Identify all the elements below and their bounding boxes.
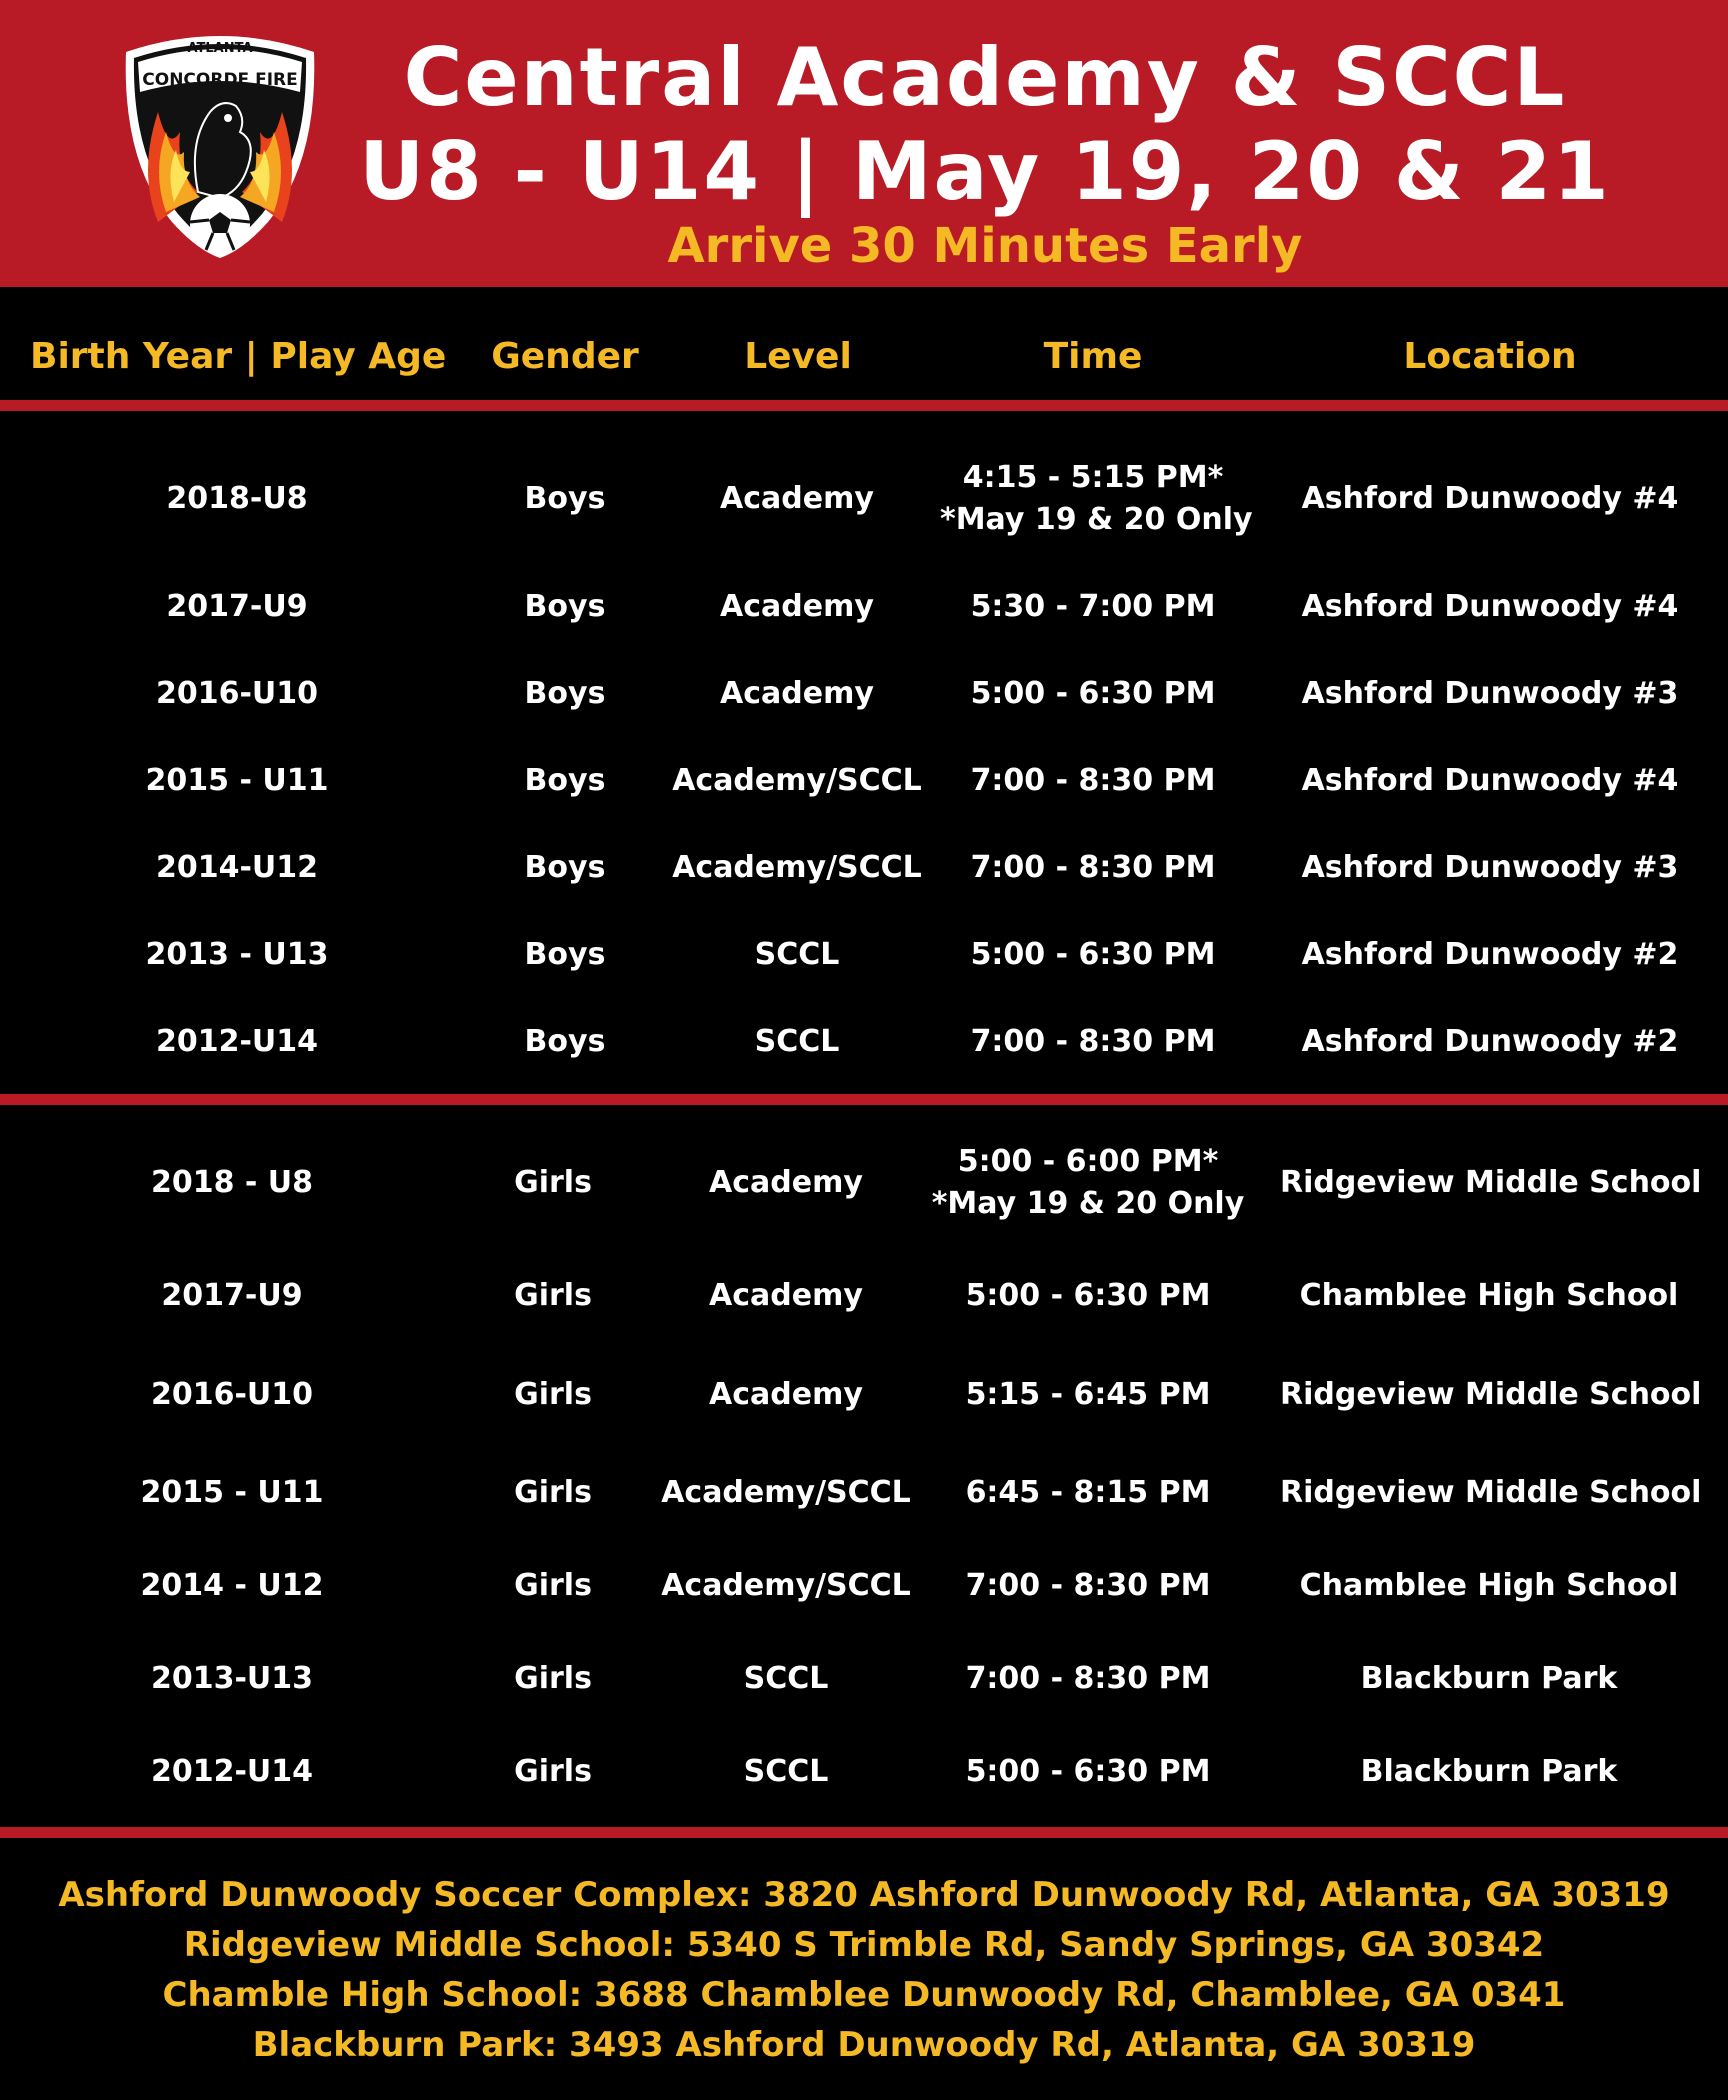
row-time [940, 457, 1253, 541]
club-crest-logo [118, 22, 322, 262]
row-gender: Boys [524, 1024, 606, 1059]
address-blackburn: Blackburn Park: 3493 Ashford Dunwoody Rd, Atlanta, GA 30319 [252, 2025, 1476, 2065]
row-time: 7:00 - 8:30 PM [970, 850, 1216, 885]
row-location: Ashford Dunwoody #4 [1301, 589, 1679, 624]
row-location: Blackburn Park [1360, 1661, 1618, 1696]
row-birth-year: 2013-U13 [150, 1661, 314, 1696]
row-birth-year: 2015 - U11 [145, 763, 329, 798]
row-birth-year: 2012-U14 [150, 1754, 314, 1789]
row-time [930, 1141, 1246, 1225]
row-location: Ridgeview Middle School [1280, 1475, 1702, 1510]
row-location: Chamblee High School [1299, 1278, 1679, 1313]
row-location: Ridgeview Middle School [1280, 1377, 1702, 1412]
divider-boys-girls [0, 1094, 1728, 1105]
arrival-notice: Arrive 30 Minutes Early [667, 218, 1303, 274]
row-location: Ashford Dunwoody #4 [1301, 763, 1679, 798]
row-level: SCCL [754, 937, 840, 972]
row-location: Blackburn Park [1360, 1754, 1618, 1789]
row-level: Academy/SCCL [661, 1475, 911, 1510]
row-location: Ashford Dunwoody #4 [1301, 481, 1679, 516]
row-gender: Girls [514, 1377, 592, 1412]
row-level: Academy [720, 676, 874, 711]
row-birth-year: 2017-U9 [161, 1278, 303, 1313]
row-time: 5:30 - 7:00 PM [970, 589, 1216, 624]
row-location: Ashford Dunwoody #2 [1301, 1024, 1679, 1059]
row-location: Ridgeview Middle School [1280, 1165, 1702, 1200]
row-location: Chamblee High School [1299, 1568, 1679, 1603]
row-gender: Girls [514, 1475, 592, 1510]
page-subtitle-dates: U8 - U14 | May 19, 20 & 21 [359, 125, 1611, 218]
time-note: *May 19 & 20 Only [931, 1186, 1245, 1221]
row-birth-year: 2016-U10 [150, 1377, 314, 1412]
row-location: Ashford Dunwoody #3 [1301, 676, 1679, 711]
divider-under-headers [0, 400, 1728, 411]
column-header-time: Time [1043, 336, 1143, 377]
row-birth-year: 2013 - U13 [145, 937, 329, 972]
header-banner [0, 0, 1728, 287]
row-level: Academy/SCCL [672, 850, 922, 885]
row-birth-year: 2018 - U8 [150, 1165, 314, 1200]
row-gender: Boys [524, 763, 606, 798]
row-birth-year: 2016-U10 [155, 676, 319, 711]
row-level: Academy/SCCL [672, 763, 922, 798]
row-level: SCCL [743, 1754, 829, 1789]
row-time: 5:15 - 6:45 PM [965, 1377, 1211, 1412]
row-birth-year: 2012-U14 [155, 1024, 319, 1059]
address-ashford-dunwoody: Ashford Dunwoody Soccer Complex: 3820 Ashford Dunwoody Rd, Atlanta, GA 30319 [58, 1875, 1670, 1915]
row-gender: Boys [524, 937, 606, 972]
time-range: 4:15 - 5:15 PM* [962, 460, 1224, 495]
row-birth-year: 2018-U8 [166, 481, 308, 516]
row-time: 7:00 - 8:30 PM [970, 763, 1216, 798]
row-gender: Boys [524, 481, 606, 516]
row-time: 5:00 - 6:30 PM [965, 1278, 1211, 1313]
time-range: 5:00 - 6:00 PM* [957, 1144, 1219, 1179]
divider-above-footer [0, 1827, 1728, 1838]
row-location: Ashford Dunwoody #3 [1301, 850, 1679, 885]
row-level: Academy [720, 589, 874, 624]
logo-text-top: ATLANTA [187, 41, 253, 56]
row-location: Ashford Dunwoody #2 [1301, 937, 1679, 972]
row-gender: Boys [524, 589, 606, 624]
row-time: 7:00 - 8:30 PM [965, 1568, 1211, 1603]
row-time: 6:45 - 8:15 PM [965, 1475, 1211, 1510]
logo-text-main: CONCORDE FIRE [142, 70, 298, 90]
time-note: *May 19 & 20 Only [940, 502, 1253, 537]
row-gender: Boys [524, 676, 606, 711]
column-header-gender: Gender [491, 336, 639, 377]
row-birth-year: 2017-U9 [166, 589, 308, 624]
row-birth-year: 2014 - U12 [140, 1568, 324, 1603]
column-header-birth-year: Birth Year | Play Age [30, 336, 447, 377]
row-birth-year: 2014-U12 [155, 850, 319, 885]
row-level: SCCL [743, 1661, 829, 1696]
row-time: 5:00 - 6:30 PM [970, 937, 1216, 972]
address-ridgeview: Ridgeview Middle School: 5340 S Trimble Rd, Sandy Springs, GA 30342 [183, 1925, 1545, 1965]
page-title: Central Academy & SCCL [403, 31, 1567, 124]
row-gender: Girls [514, 1754, 592, 1789]
row-level: SCCL [754, 1024, 840, 1059]
row-gender: Girls [514, 1278, 592, 1313]
row-level: Academy [709, 1278, 863, 1313]
row-gender: Boys [524, 850, 606, 885]
row-time: 7:00 - 8:30 PM [965, 1661, 1211, 1696]
row-gender: Girls [514, 1661, 592, 1696]
row-birth-year: 2015 - U11 [140, 1475, 324, 1510]
column-header-location: Location [1403, 336, 1577, 377]
address-chamblee: Chamble High School: 3688 Chamblee Dunwoody Rd, Chamblee, GA 0341 [162, 1975, 1566, 2015]
row-time: 5:00 - 6:30 PM [970, 676, 1216, 711]
column-header-level: Level [744, 336, 852, 377]
row-time: 5:00 - 6:30 PM [965, 1754, 1211, 1789]
row-level: Academy/SCCL [661, 1568, 911, 1603]
row-time: 7:00 - 8:30 PM [970, 1024, 1216, 1059]
row-gender: Girls [514, 1568, 592, 1603]
row-gender: Girls [514, 1165, 592, 1200]
row-level: Academy [720, 481, 874, 516]
row-level: Academy [709, 1377, 863, 1412]
row-level: Academy [709, 1165, 863, 1200]
